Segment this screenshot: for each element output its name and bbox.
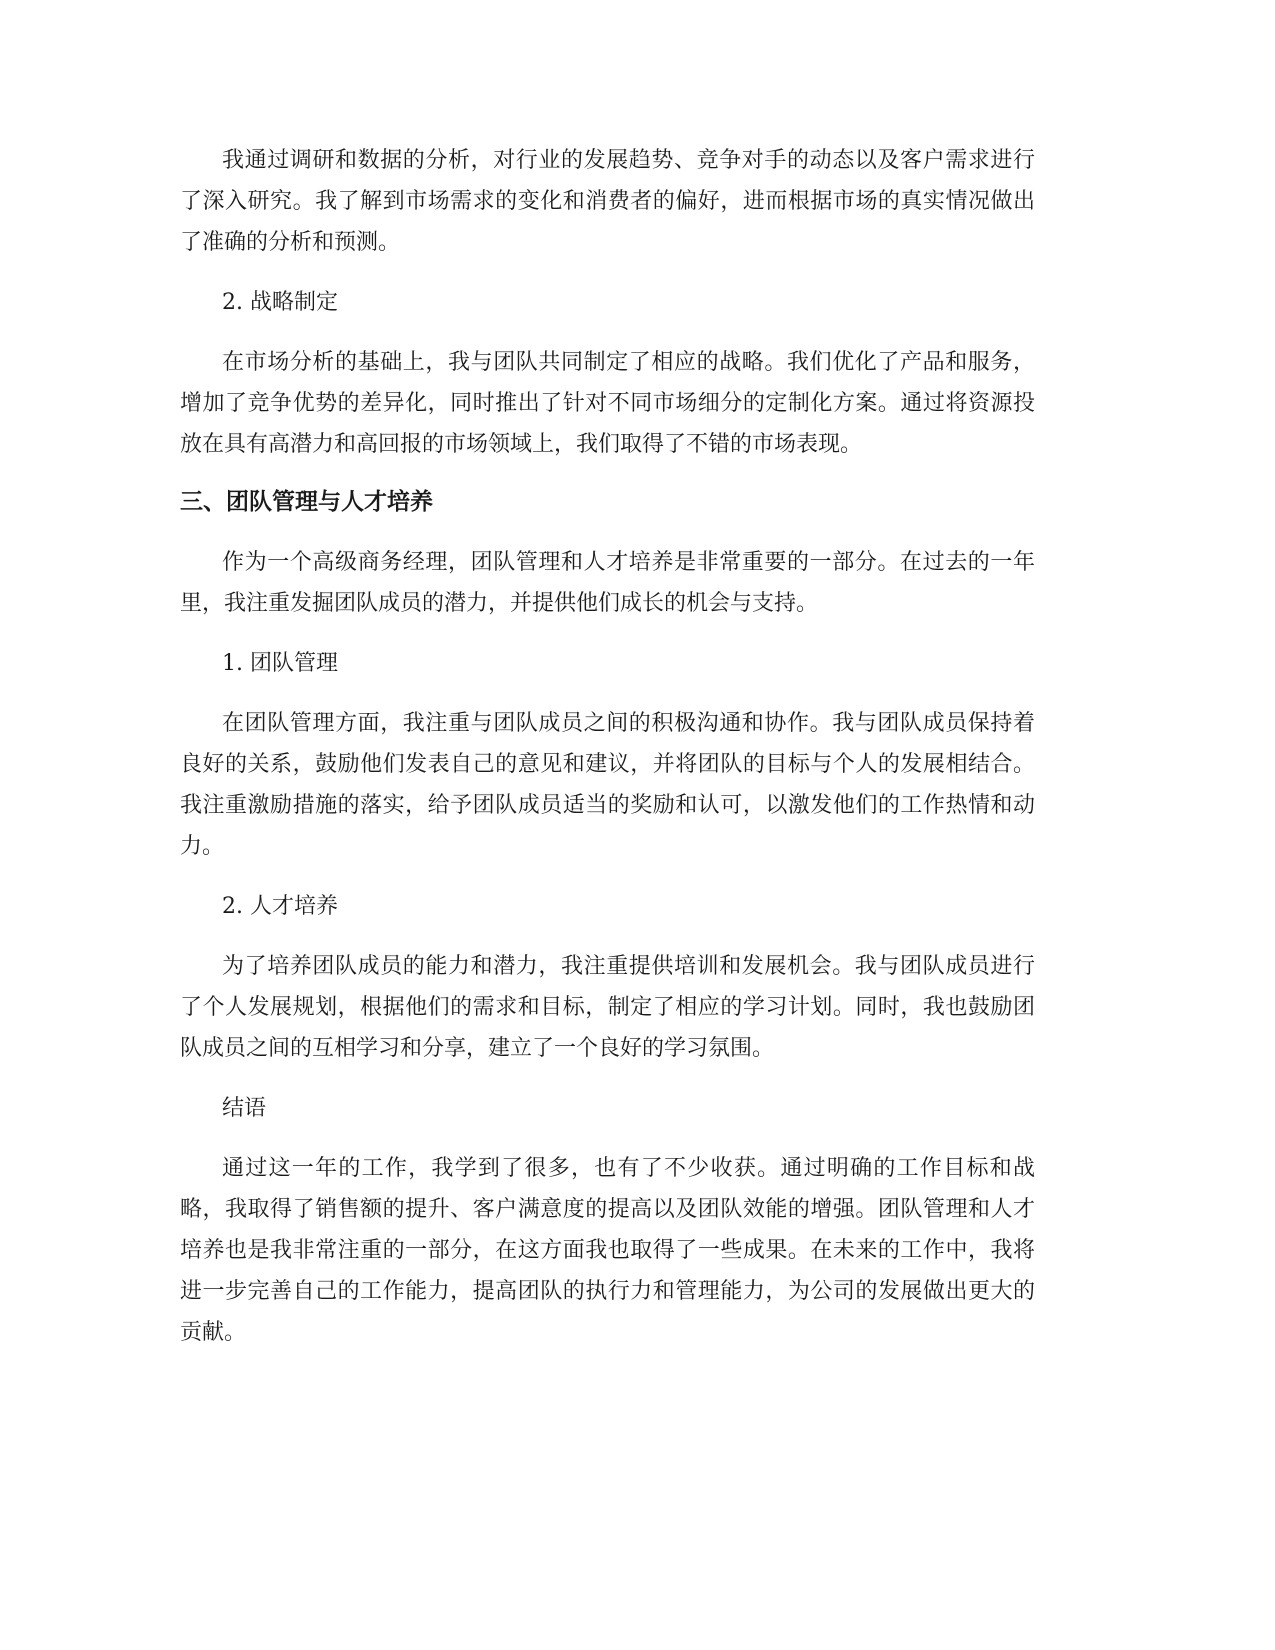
conclusion-paragraph: 通过这一年的工作，我学到了很多，也有了不少收获。通过明确的工作目标和战略，我取得了销售额的提升、客户满意度的提高以及团队效能的增强。团队管理和人才培养也是我非常注重的一部分，在这方面我也取得了一些成果。在未来的工作中，我将进一步完善自己的工作能力，提高团队的执行力和管理能力，为公司的发展做出更大的贡献。: [180, 1156, 1035, 1345]
talent-development-paragraph: 为了培养团队成员的能力和潜力，我注重提供培训和发展机会。我与团队成员进行了个人发展规划，根据他们的需求和目标，制定了相应的学习计划。同时，我也鼓励团队成员之间的互相学习和分享，建立了一个良好的学习氛围。: [180, 954, 1035, 1061]
team-management-subheading: 1. 团队管理: [222, 651, 338, 676]
strategy-paragraph: 在市场分析的基础上，我与团队共同制定了相应的战略。我们优化了产品和服务，增加了竞争优势的差异化，同时推出了针对不同市场细分的定制化方案。通过将资源投放在具有高潜力和高回报的市场领域上，我们取得了不错的市场表现。: [180, 350, 1035, 457]
strategy-subheading: 2. 战略制定: [222, 290, 338, 315]
market-research-paragraph: 我通过调研和数据的分析，对行业的发展趋势、竞争对手的动态以及客户需求进行了深入研究。我了解到市场需求的变化和消费者的偏好，进而根据市场的真实情况做出了准确的分析和预测。: [180, 148, 1035, 255]
talent-development-subheading: 2. 人才培养: [222, 894, 338, 919]
conclusion-subheading: 结语: [222, 1096, 267, 1121]
team-management-paragraph: 在团队管理方面，我注重与团队成员之间的积极沟通和协作。我与团队成员保持着良好的关系，鼓励他们发表自己的意见和建议，并将团队的目标与个人的发展相结合。我注重激励措施的落实，给予团队成员适当的奖励和认可，以激发他们的工作热情和动力。: [180, 711, 1035, 859]
team-intro-paragraph: 作为一个高级商务经理，团队管理和人才培养是非常重要的一部分。在过去的一年里，我注重发掘团队成员的潜力，并提供他们成长的机会与支持。: [180, 550, 1035, 616]
document-body: [180, 140, 1035, 1353]
section-heading-team-management: 三、团队管理与人才培养: [180, 489, 433, 515]
